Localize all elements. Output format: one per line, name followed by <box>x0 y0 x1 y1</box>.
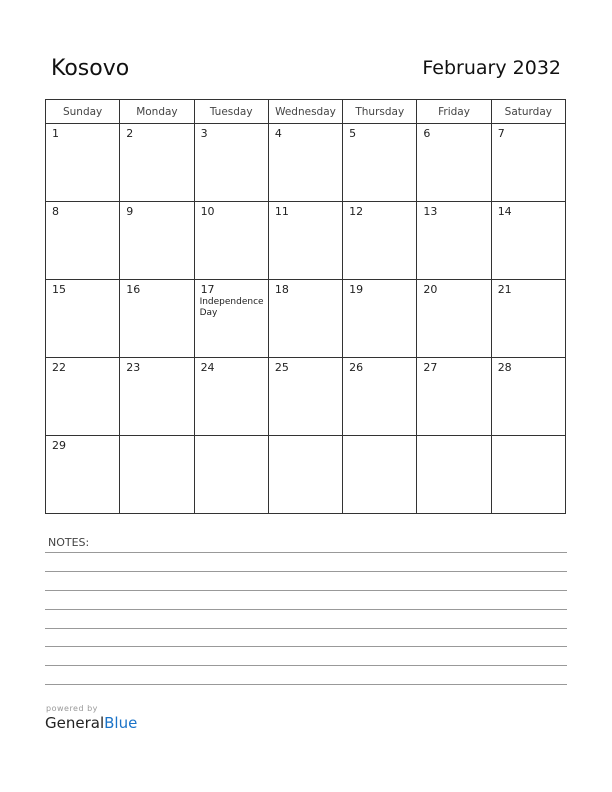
weekday-header: Monday <box>120 100 194 124</box>
weekday-header: Thursday <box>343 100 417 124</box>
day-cell <box>120 436 194 514</box>
notes-line <box>45 552 567 553</box>
day-cell <box>343 280 417 358</box>
country-title: Kosovo <box>51 56 130 81</box>
day-number: 24 <box>200 361 215 374</box>
holiday-label: Independence Day <box>199 297 264 318</box>
notes-line <box>45 628 567 629</box>
day-number: 18 <box>274 283 289 296</box>
day-cell <box>343 436 417 514</box>
week-row <box>46 280 566 358</box>
day-number: 10 <box>200 205 215 218</box>
day-cell <box>194 436 268 514</box>
notes-line <box>45 665 567 666</box>
day-cell <box>268 202 342 280</box>
day-cell <box>417 358 491 436</box>
weekday-header: Friday <box>417 100 491 124</box>
weekday-header: Tuesday <box>194 100 268 124</box>
day-number <box>195 436 268 439</box>
day-number <box>417 436 490 439</box>
day-number: 29 <box>52 439 66 452</box>
day-number <box>269 436 342 439</box>
day-number: 17 <box>200 283 215 296</box>
weekday-header: Saturday <box>491 100 565 124</box>
day-number: 6 <box>423 127 431 140</box>
day-cell <box>343 358 417 436</box>
weekday-header: Sunday <box>46 100 120 124</box>
day-number: 15 <box>52 283 66 296</box>
day-number: 22 <box>52 361 66 374</box>
weekday-header: Wednesday <box>268 100 342 124</box>
day-cell <box>194 202 268 280</box>
day-number: 20 <box>423 283 438 296</box>
notes-line <box>45 590 567 591</box>
day-cell <box>417 124 491 202</box>
day-number: 13 <box>423 205 438 218</box>
day-cell <box>46 202 120 280</box>
week-row <box>46 358 566 436</box>
day-number: 27 <box>423 361 438 374</box>
day-number: 25 <box>274 361 289 374</box>
notes-line <box>45 609 567 610</box>
week-row <box>46 202 566 280</box>
brand-footer <box>45 704 137 732</box>
day-cell <box>194 358 268 436</box>
day-cell <box>491 280 565 358</box>
day-cell <box>417 280 491 358</box>
day-cell <box>491 202 565 280</box>
day-number: 1 <box>52 127 59 140</box>
day-number: 3 <box>200 127 208 140</box>
day-cell <box>46 358 120 436</box>
day-cell <box>268 436 342 514</box>
day-number: 11 <box>274 205 289 218</box>
day-cell <box>268 358 342 436</box>
weekday-header-row <box>46 100 566 124</box>
brand-name-blue: Blue <box>104 714 138 732</box>
day-number: 4 <box>274 127 282 140</box>
day-cell <box>491 124 565 202</box>
brand-logo <box>45 714 137 732</box>
day-number <box>492 436 565 439</box>
day-cell <box>46 280 120 358</box>
day-number: 5 <box>349 127 357 140</box>
notes-label: NOTES: <box>48 536 90 549</box>
notes-line <box>45 646 567 647</box>
day-cell <box>46 436 120 514</box>
day-number: 21 <box>497 283 512 296</box>
brand-name-general: General <box>45 714 105 732</box>
day-number: 7 <box>497 127 505 140</box>
day-number: 23 <box>126 361 141 374</box>
day-cell <box>194 280 268 358</box>
day-cell <box>417 436 491 514</box>
day-cell <box>268 124 342 202</box>
day-cell <box>46 124 120 202</box>
day-cell <box>491 358 565 436</box>
week-row <box>46 436 566 514</box>
month-year-title: February 2032 <box>422 57 561 79</box>
notes-line <box>45 571 567 572</box>
day-cell <box>120 280 194 358</box>
day-number <box>120 436 193 439</box>
day-cell <box>120 358 194 436</box>
day-number: 2 <box>126 127 134 140</box>
day-cell <box>417 202 491 280</box>
day-number: 12 <box>349 205 364 218</box>
day-cell <box>491 436 565 514</box>
day-cell <box>268 280 342 358</box>
day-number: 8 <box>52 205 59 218</box>
day-cell <box>194 124 268 202</box>
day-number: 19 <box>349 283 364 296</box>
day-number: 16 <box>126 283 141 296</box>
day-number <box>343 436 416 439</box>
day-number: 26 <box>349 361 364 374</box>
notes-line <box>45 684 567 685</box>
day-cell <box>120 124 194 202</box>
day-number: 9 <box>126 205 134 218</box>
powered-by-text: powered by <box>46 704 98 713</box>
day-number: 14 <box>497 205 512 218</box>
day-cell <box>343 124 417 202</box>
day-cell <box>120 202 194 280</box>
day-cell <box>343 202 417 280</box>
day-number: 28 <box>497 361 512 374</box>
calendar-grid <box>45 99 566 514</box>
week-row <box>46 124 566 202</box>
